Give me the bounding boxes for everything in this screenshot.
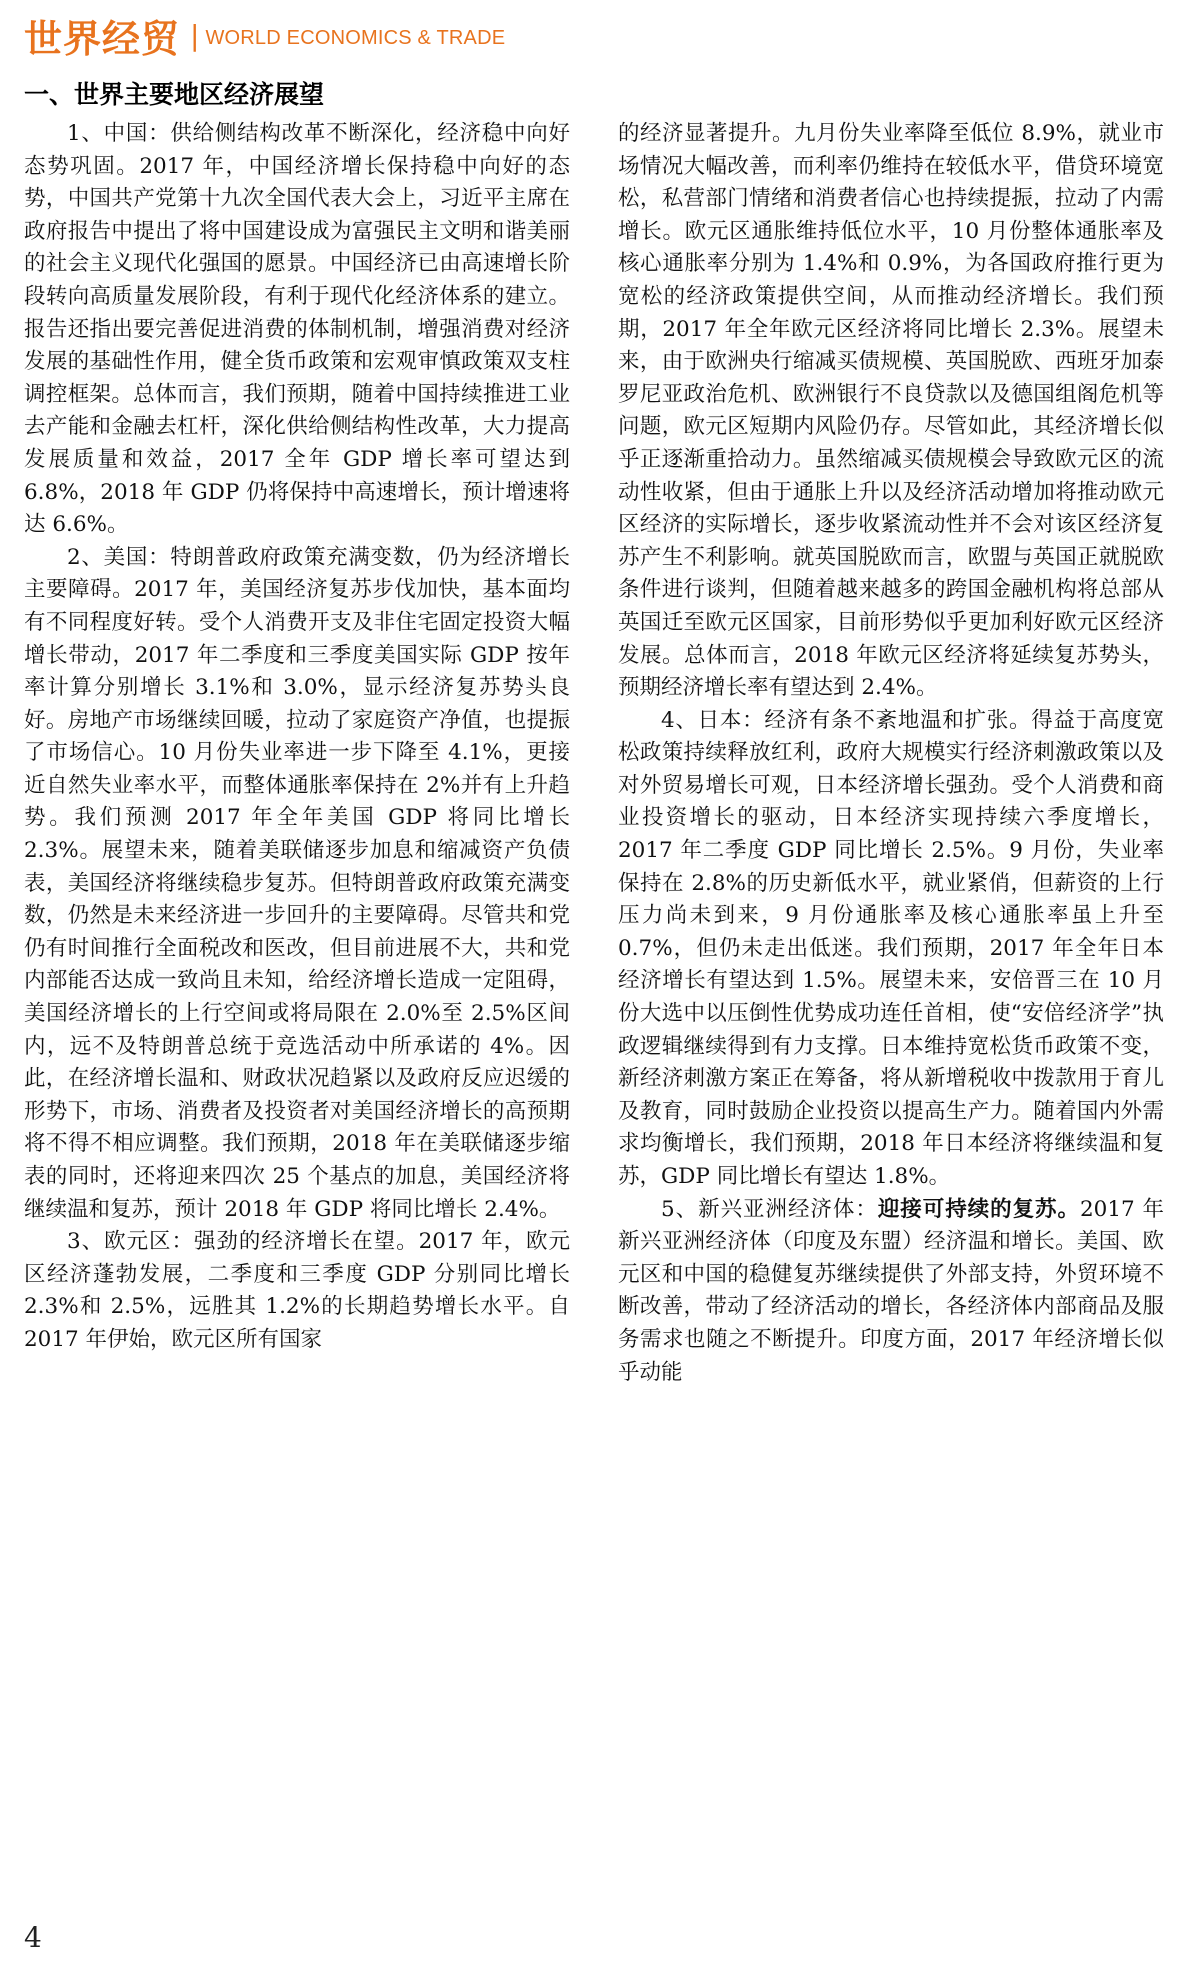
magazine-header: [24, 10, 505, 60]
paragraph-japan: 4、日本：经济有条不紊地温和扩张。得益于高度宽松政策持续释放红利，政府大规模实行经济刺激政策以及对外贸易增长可观，日本经济增长强劲。受个人消费和商业投资增长的驱动，日本经济实现持续六季度增长，2017 年二季度 GDP 同比增长 2.5%。9 月份，失业率保持在 2.8%的历史新低水平，就业紧俏，但薪资的上行压力尚未到来，9 月份通胀率及核心通胀率虽上升至 0.7%，但仍未走出低迷。我们预期，2017 年全年日本经济增长有望达到 1.5%。展望未来，安倍晋三在 10 月份大选中以压倒性优势成功连任首相，使“安倍经济学”执政逻辑继续得到有力支撑。日本维持宽松货币政策不变，新经济刺激方案正在筹备，将从新增税收中拨款用于育儿及教育，同时鼓励企业投资以提高生产力。随着国内外需求均衡增长，我们预期，2018 年日本经济将继续温和复苏，GDP 同比增长有望达 1.8%。: [618, 707, 1164, 1189]
section-title: 一、世界主要地区经济展望: [24, 80, 325, 109]
paragraph-eurozone-continued: 的经济显著提升。九月份失业率降至低位 8.9%，就业市场情况大幅改善，而利率仍维持在较低水平，借贷环境宽松，私营部门情绪和消费者信心也持续提振，拉动了内需增长。欧元区通胀维持低位水平，10 月份整体通胀率及核心通胀率分别为 1.4%和 0.9%，为各国政府推行更为宽松的经济政策提供空间，从而推动经济增长。我们预期，2017 年全年欧元区经济将同比增长 2.3%。展望未来，由于欧洲央行缩减买债规模、英国脱欧、西班牙加泰罗尼亚政治危机、欧洲银行不良贷款以及德国组阁危机等问题，欧元区短期内风险仍存。尽管如此，其经济增长似乎正逐渐重拾动力。虽然缩减买债规模会导致欧元区的流动性收紧，但由于通胀上升以及经济活动增加将推动欧元区经济的实际增长，逐步收紧流动性并不会对该区经济复苏产生不利影响。就英国脱欧而言，欧盟与英国正就脱欧条件进行谈判，但随着越来越多的跨国金融机构将总部从英国迁至欧元区国家，目前形势似乎更加利好欧元区经济发展。总体而言，2018 年欧元区经济将延续复苏势头，预期经济增长率有望达到 2.4%。: [618, 121, 1164, 701]
left-column: [24, 118, 570, 1357]
brand-title-cn: 世界经贸: [24, 16, 181, 61]
paragraph-usa: 2、美国：特朗普政府政策充满变数，仍为经济增长主要障碍。2017 年，美国经济复苏步伐加快，基本面均有不同程度好转。受个人消费开支及非住宅固定投资大幅增长带动，2017 年二季度和三季度美国实际 GDP 按年率计算分别增长 3.1%和 3.0%，显示经济复苏势头良好。房地产市场继续回暖，拉动了家庭资产净值，也提振了市场信心。10 月份失业率进一步下降至 4.1%，更接近自然失业率水平，而整体通胀率保持在 2%并有上升趋势。我们预测 2017 年全年美国 GDP 将同比增长 2.3%。展望未来，随着美联储逐步加息和缩减资产负债表，美国经济将继续稳步复苏。但特朗普政府政策充满变数，仍然是未来经济进一步回升的主要障碍。尽管共和党仍有时间推行全面税改和医改，但目前进展不大，共和党内部能否达成一致尚且未知，给经济增长造成一定阻碍，美国经济增长的上行空间或将局限在 2.0%至 2.5%区间内，远不及特朗普总统于竞选活动中所承诺的 4%。因此，在经济增长温和、财政状况趋紧以及政府反应迟缓的形势下，市场、消费者及投资者对美国经济增长的高预期将不得不相应调整。我们预期，2018 年在美联储逐步缩表的同时，还将迎来四次 25 个基点的加息，美国经济将继续温和复苏，预计 2018 年 GDP 将同比增长 2.4%。: [24, 544, 570, 1222]
paragraph-china: 1、中国：供给侧结构改革不断深化，经济稳中向好态势巩固。2017 年，中国经济增长保持稳中向好的态势，中国共产党第十九次全国代表大会上，习近平主席在政府报告中提出了将中国建设成为富强民主文明和谐美丽的社会主义现代化强国的愿景。中国经济已由高速增长阶段转向高质量发展阶段，有利于现代化经济体系的建立。报告还指出要完善促进消费的体制机制，增强消费对经济发展的基础性作用，健全货币政策和宏观审慎政策双支柱调控框架。总体而言，我们预期，随着中国持续推进工业去产能和金融去杠杆，深化供给侧结构性改革，大力提高发展质量和效益，2017 全年 GDP 增长率可望达到 6.8%，2018 年 GDP 仍将保持中高速增长，预计增速将达 6.6%。: [24, 121, 570, 538]
emerging-asia-body: 2017 年新兴亚洲经济体（印度及东盟）经济温和增长。美国、欧元区和中国的稳健复苏继续提供了外部支持，外贸环境不断改善，带动了经济活动的增长，各经济体内部商品及服务需求也随之不断提升。印度方面，2017 年经济增长似乎动能: [618, 1196, 1164, 1385]
emerging-asia-bold-heading: 迎接可持续的复苏。: [877, 1196, 1080, 1222]
brand-separator: |: [190, 18, 200, 52]
emerging-asia-lead: 5、新兴亚洲经济体：: [661, 1196, 878, 1222]
right-column: [618, 118, 1164, 1389]
paragraph-emerging-asia: [618, 1194, 1164, 1390]
page-number: 4: [24, 1921, 42, 1954]
paragraph-eurozone: 3、欧元区：强劲的经济增长在望。2017 年，欧元区经济蓬勃发展，二季度和三季度 GDP 分别同比增长 2.3%和 2.5%，远胜其 1.2%的长期趋势增长水平。自 2017 年伊始，欧元区所有国家: [24, 1229, 570, 1352]
brand-title-en: WORLD ECONOMICS & TRADE: [205, 26, 506, 49]
